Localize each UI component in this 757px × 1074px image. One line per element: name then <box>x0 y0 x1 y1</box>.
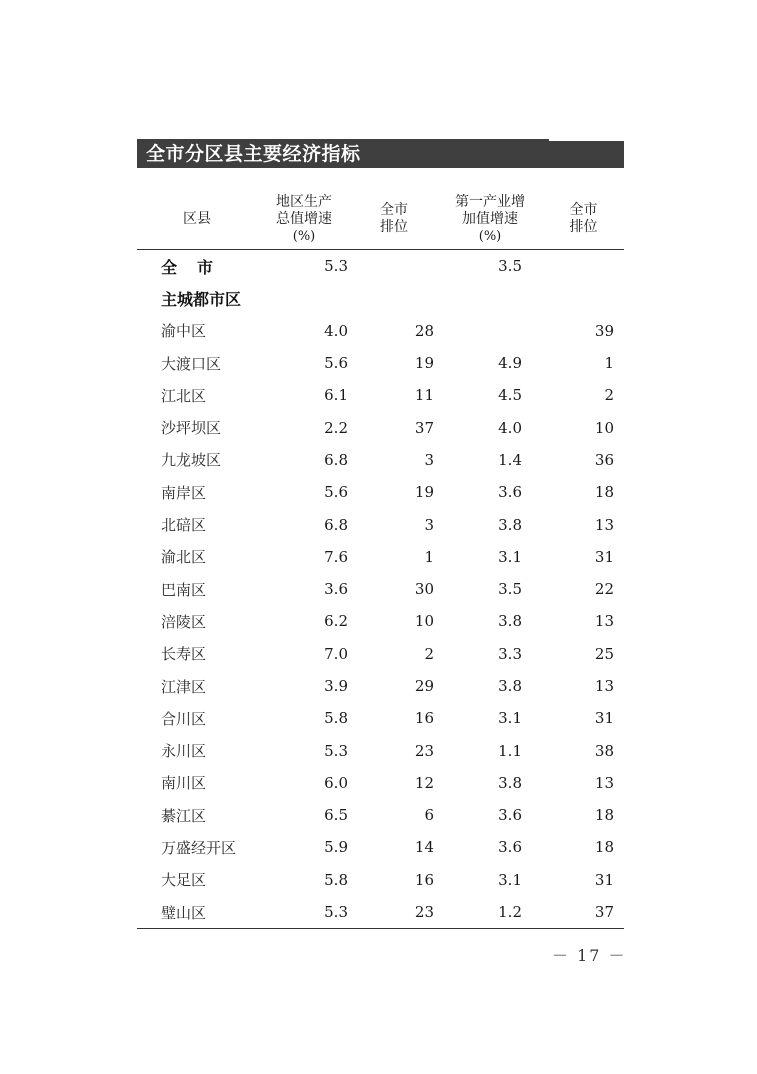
district-name: 綦江区 <box>161 806 207 825</box>
gdp-growth: 7.0 <box>324 644 348 663</box>
district-name: 渝中区 <box>161 322 207 341</box>
table-body <box>137 250 624 929</box>
table-row <box>137 411 624 443</box>
district-name: 永川区 <box>161 742 207 761</box>
header-primary-rank: 全市 排位 <box>543 189 624 250</box>
table-row <box>137 541 624 573</box>
district-name: 渝北区 <box>161 548 207 567</box>
district-name: 长寿区 <box>161 645 207 664</box>
gdp-growth: 5.6 <box>324 483 348 502</box>
gdp-rank: 16 <box>414 870 434 889</box>
primary-rank: 2 <box>604 386 614 405</box>
primary-rank: 13 <box>594 773 614 792</box>
primary-rank: 25 <box>594 644 614 663</box>
primary-rank: 31 <box>594 547 614 566</box>
table-row <box>137 799 624 831</box>
gdp-growth: 4.0 <box>324 321 348 340</box>
table-row <box>137 573 624 605</box>
primary-rank: 18 <box>594 806 614 825</box>
primary-growth: 3.6 <box>498 806 522 825</box>
gdp-rank: 29 <box>414 677 434 695</box>
table-row <box>137 605 624 637</box>
primary-growth: 3.8 <box>498 677 522 695</box>
district-name: 大足区 <box>161 871 207 890</box>
total-name: 全市 <box>161 257 234 277</box>
primary-rank: 1 <box>604 354 614 373</box>
primary-growth: 1.2 <box>437 896 543 929</box>
primary-rank: 13 <box>594 515 614 534</box>
district-name: 江北区 <box>161 386 207 405</box>
primary-growth: 3.6 <box>498 483 522 502</box>
gdp-growth: 6.0 <box>324 773 348 792</box>
primary-rank: 37 <box>543 896 624 929</box>
primary-rank: 38 <box>594 741 614 760</box>
gdp-growth: 3.9 <box>324 677 348 695</box>
gdp-rank: 30 <box>414 580 434 599</box>
group-label: 主城都市区 <box>161 289 242 309</box>
header-primary-growth: 第一产业增 加值增速 (%) <box>437 189 543 250</box>
gdp-rank: 11 <box>414 386 434 405</box>
gdp-growth: 7.6 <box>324 547 348 566</box>
total-primary-growth: 3.5 <box>498 257 522 276</box>
table-row <box>137 379 624 411</box>
gdp-growth: 5.8 <box>324 870 348 889</box>
header-gdp-growth: 地区生产 总值增速 (%) <box>257 189 351 250</box>
gdp-rank: 37 <box>414 418 434 437</box>
primary-growth: 3.1 <box>498 709 522 728</box>
gdp-growth: 6.1 <box>324 386 348 405</box>
primary-growth: 4.9 <box>498 354 522 373</box>
district-name: 南岸区 <box>161 483 207 502</box>
gdp-rank: 1 <box>424 547 434 566</box>
gdp-rank: 23 <box>351 896 437 929</box>
primary-growth: 3.5 <box>498 580 522 599</box>
gdp-growth: 5.9 <box>324 838 348 857</box>
gdp-rank: 19 <box>414 483 434 502</box>
primary-rank: 31 <box>594 709 614 728</box>
indicator-table <box>137 189 624 929</box>
district-name: 璧山区 <box>137 896 257 929</box>
table-row <box>137 508 624 540</box>
table-row <box>137 734 624 766</box>
gdp-growth: 6.2 <box>324 612 348 631</box>
gdp-growth: 6.5 <box>324 806 348 825</box>
gdp-growth: 5.3 <box>257 896 351 929</box>
table-row <box>137 638 624 670</box>
table-row <box>137 670 624 702</box>
table-row <box>137 702 624 734</box>
gdp-rank: 19 <box>414 354 434 373</box>
page-title: 全市分区县主要经济指标 <box>146 143 361 165</box>
district-name: 江津区 <box>161 677 207 696</box>
primary-growth: 1.4 <box>498 450 522 469</box>
table-row <box>137 347 624 379</box>
table-row <box>137 864 624 896</box>
total-gdp-growth: 5.3 <box>324 257 348 276</box>
gdp-growth: 5.8 <box>324 709 348 728</box>
district-name: 南川区 <box>161 774 207 793</box>
district-name: 北碚区 <box>161 516 207 535</box>
table-row <box>137 476 624 508</box>
header-row <box>137 189 624 250</box>
primary-rank: 18 <box>594 483 614 502</box>
gdp-rank: 3 <box>424 515 434 534</box>
district-name: 万盛经开区 <box>161 838 237 857</box>
primary-rank: 18 <box>594 838 614 857</box>
gdp-rank: 16 <box>414 709 434 728</box>
gdp-growth: 6.8 <box>324 515 348 534</box>
district-name: 大渡口区 <box>161 354 222 373</box>
primary-growth: 3.6 <box>498 838 522 857</box>
gdp-growth: 5.6 <box>324 354 348 373</box>
primary-growth: 3.8 <box>498 612 522 631</box>
table-row <box>137 767 624 799</box>
table-row <box>137 831 624 863</box>
primary-growth: 4.0 <box>498 418 522 437</box>
title-bar-accent <box>549 139 624 141</box>
primary-rank: 39 <box>594 321 614 340</box>
indicator-table-container <box>137 189 624 929</box>
primary-growth: 3.8 <box>498 773 522 792</box>
district-name: 涪陵区 <box>161 612 207 631</box>
gdp-rank: 6 <box>424 806 434 825</box>
gdp-growth: 5.3 <box>324 741 348 760</box>
primary-growth <box>437 315 543 347</box>
district-name: 巴南区 <box>161 580 207 599</box>
gdp-rank: 2 <box>424 644 434 663</box>
gdp-growth: 6.8 <box>324 450 348 469</box>
header-gdp-rank: 全市 排位 <box>351 189 437 250</box>
table-row <box>137 315 624 347</box>
group-row <box>137 282 624 314</box>
primary-growth: 3.1 <box>498 547 522 566</box>
primary-rank: 22 <box>594 580 614 599</box>
primary-rank: 36 <box>594 450 614 469</box>
primary-rank: 13 <box>594 612 614 631</box>
gdp-rank: 23 <box>414 741 434 760</box>
gdp-rank: 3 <box>424 450 434 469</box>
total-primary-rank <box>543 250 624 283</box>
gdp-growth: 3.6 <box>324 580 348 599</box>
primary-rank: 31 <box>594 870 614 889</box>
district-name: 沙坪坝区 <box>161 419 222 438</box>
primary-growth: 1.1 <box>498 741 522 760</box>
gdp-rank: 14 <box>414 838 434 857</box>
primary-growth: 3.3 <box>498 644 522 663</box>
table-row <box>137 444 624 476</box>
primary-growth: 3.8 <box>498 515 522 534</box>
total-gdp-rank <box>351 250 437 283</box>
gdp-rank: 10 <box>414 612 434 631</box>
page-number: － 17 － <box>552 946 627 965</box>
primary-rank: 13 <box>594 677 614 695</box>
total-row <box>137 250 624 283</box>
primary-rank: 10 <box>594 418 614 437</box>
header-district: 区县 <box>137 189 257 250</box>
table-header <box>137 189 624 250</box>
gdp-growth: 2.2 <box>324 418 348 437</box>
district-name: 九龙坡区 <box>161 451 222 470</box>
gdp-rank: 12 <box>414 773 434 792</box>
primary-growth: 3.1 <box>498 870 522 889</box>
table-row <box>137 896 624 929</box>
gdp-rank: 28 <box>414 321 434 340</box>
district-name: 合川区 <box>161 709 207 728</box>
primary-growth: 4.5 <box>498 386 522 405</box>
